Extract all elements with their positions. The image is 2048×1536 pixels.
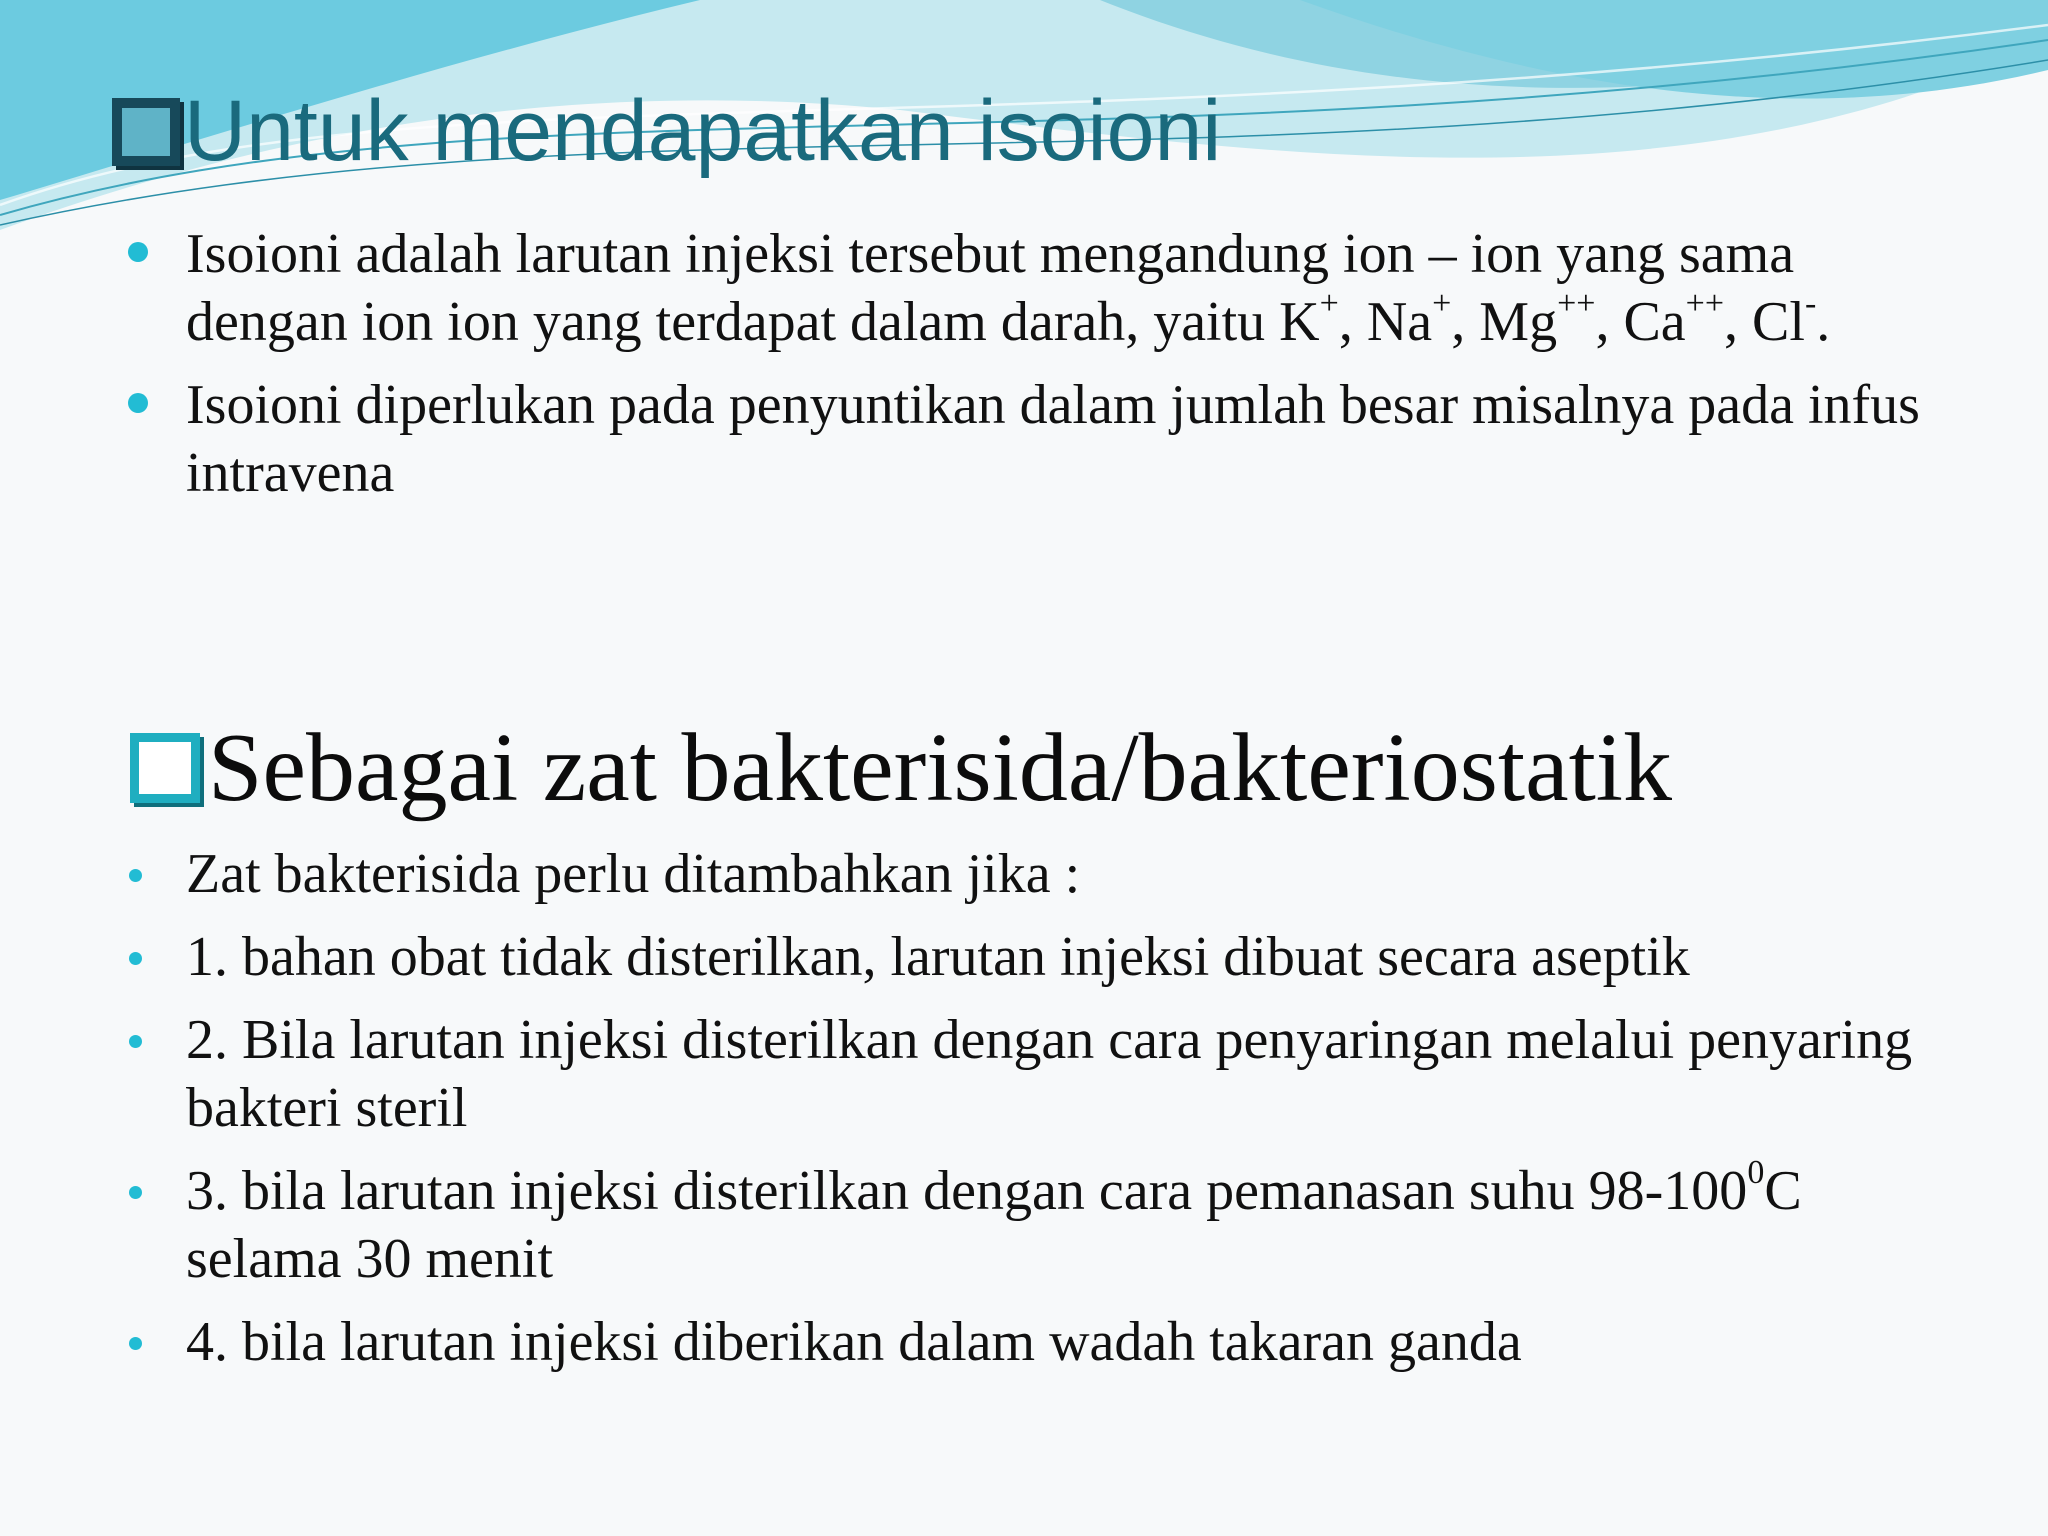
section-title-bakterisida <box>130 712 1672 824</box>
list-item <box>122 923 1952 991</box>
section-title-isoioni-text: Untuk mendapatkan isoioni <box>184 83 1222 179</box>
checkbox-square-icon <box>130 733 200 803</box>
bullet-dot-icon <box>128 393 148 413</box>
list-item <box>122 1154 1952 1293</box>
bullet-text: Zat bakterisida perlu ditambahkan jika : <box>186 843 1081 905</box>
list-item <box>122 1308 1952 1376</box>
section-title-bakterisida-text: Sebagai zat bakterisida/bakteriostatik <box>208 714 1673 822</box>
bullet-text: 3. bila larutan injeksi disterilkan dengan cara pemanasan suhu $98-100^0C$ selama 30 menit <box>186 1154 1802 1290</box>
bullet-text: 4. bila larutan injeksi diberikan dalam wadah takaran ganda <box>186 1311 1522 1373</box>
list-item <box>122 840 1952 908</box>
bullet-dot-icon <box>128 242 148 262</box>
checkbox-square-icon <box>112 98 180 166</box>
bullet-dot-icon <box>129 1186 142 1199</box>
bullet-dot-icon <box>129 1337 142 1350</box>
bullet-dot-icon <box>129 1035 142 1048</box>
bullet-text-isoioni-usage: Isoioni diperlukan pada penyuntikan dalam jumlah besar misalnya pada infus intravena <box>186 374 1920 504</box>
isoioni-bullet-list <box>122 220 1952 522</box>
bullet-dot-icon <box>129 869 142 882</box>
bullet-text: 1. bahan obat tidak disterilkan, larutan injeksi dibuat secara aseptik <box>186 926 1690 988</box>
list-item <box>122 1006 1952 1142</box>
section-title-isoioni <box>112 82 1221 181</box>
bullet-dot-icon <box>129 952 142 965</box>
list-item <box>122 220 1952 356</box>
bakterisida-bullet-list <box>122 840 1952 1391</box>
bullet-text-isoioni-definition: Isoioni adalah larutan injeksi tersebut mengandung ion – ion yang sama dengan ion ion yang terdapat dalam darah, yaitu K+, Na+, Mg++, Ca++, Cl-. <box>186 223 1831 353</box>
bullet-text: 2. Bila larutan injeksi disterilkan dengan cara penyaringan melalui penyaring bakteri steril <box>186 1009 1913 1139</box>
list-item <box>122 371 1952 507</box>
